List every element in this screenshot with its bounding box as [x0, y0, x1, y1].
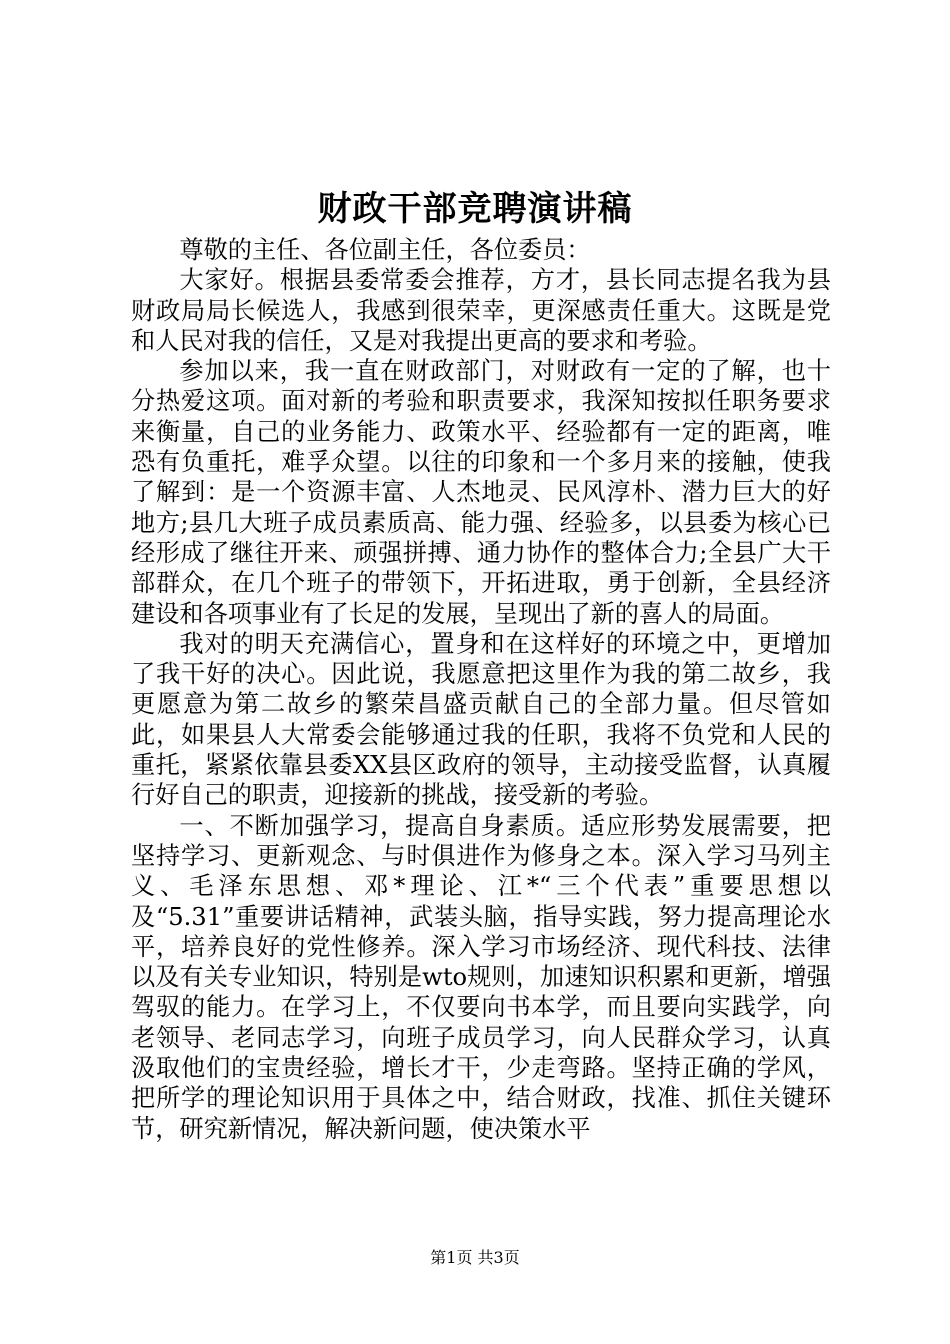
document-title: 财政干部竞聘演讲稿	[317, 189, 633, 229]
body-paragraph: 参加以来，我一直在财政部门，对财政有一定的了解，也十分热爱这项。面对新的考验和职责要求，我深知按拟任职务要求来衡量，自己的业务能力、政策水平、经验都有一定的距离，唯恐有负重托，难孚众望。以往的印象和一个多月来的接触，使我了解到：是一个资源丰富、人杰地灵、民风淳朴、潜力巨大的好地方;县几大班子成员素质高、能力强、经验多，以县委为核心已经形成了继往开来、顽强拼搏、通力协作的整体合力;全县广大干部群众，在几个班子的带领下，开拓进取，勇于创新，全县经济建设和各项事业有了长足的发展，呈现出了新的喜人的局面。	[131, 357, 831, 628]
document-body	[131, 235, 831, 1144]
page-footer: 第1页 共3页	[430, 1248, 520, 1267]
salutation-paragraph: 尊敬的主任、各位副主任，各位委员：	[179, 236, 591, 264]
body-paragraph: 一、不断加强学习，提高自身素质。适应形势发展需要，把坚持学习、更新观念、与时俱进作为修身之本。深入学习马列主义、毛泽东思想、邓*理论、江*“三个代表”重要思想以及“5.31”重要讲话精神，武装头脑，指导实践，努力提高理论水平，培养良好的党性修养。深入学习市场经济、现代科技、法律以及有关专业知识，特别是wto规则，加速知识积累和更新，增强驾驭的能力。在学习上，不仅要向书本学，而且要向实践学，向老领导、老同志学习，向班子成员学习，向人民群众学习，认真汲取他们的宝贵经验，增长才干，少走弯路。坚持正确的学风，把所学的理论知识用于具体之中，结合财政，找准、抓住关键环节，研究新情况，解决新问题，使决策水平	[131, 811, 831, 1143]
body-paragraph: 大家好。根据县委常委会推荐，方才，县长同志提名我为县财政局局长候选人，我感到很荣幸，更深感责任重大。这既是党和人民对我的信任，又是对我提出更高的要求和考验。	[131, 266, 831, 355]
body-paragraph: 我对的明天充满信心，置身和在这样好的环境之中，更增加了我干好的决心。因此说，我愿意把这里作为我的第二故乡，我更愿意为第二故乡的繁荣昌盛贡献自己的全部力量。但尽管如此，如果县人大常委会能够通过我的任职，我将不负党和人民的重托，紧紧依靠县委XX县区政府的领导，主动接受监督，认真履行好自己的职责，迎接新的挑战，接受新的考验。	[131, 629, 831, 810]
